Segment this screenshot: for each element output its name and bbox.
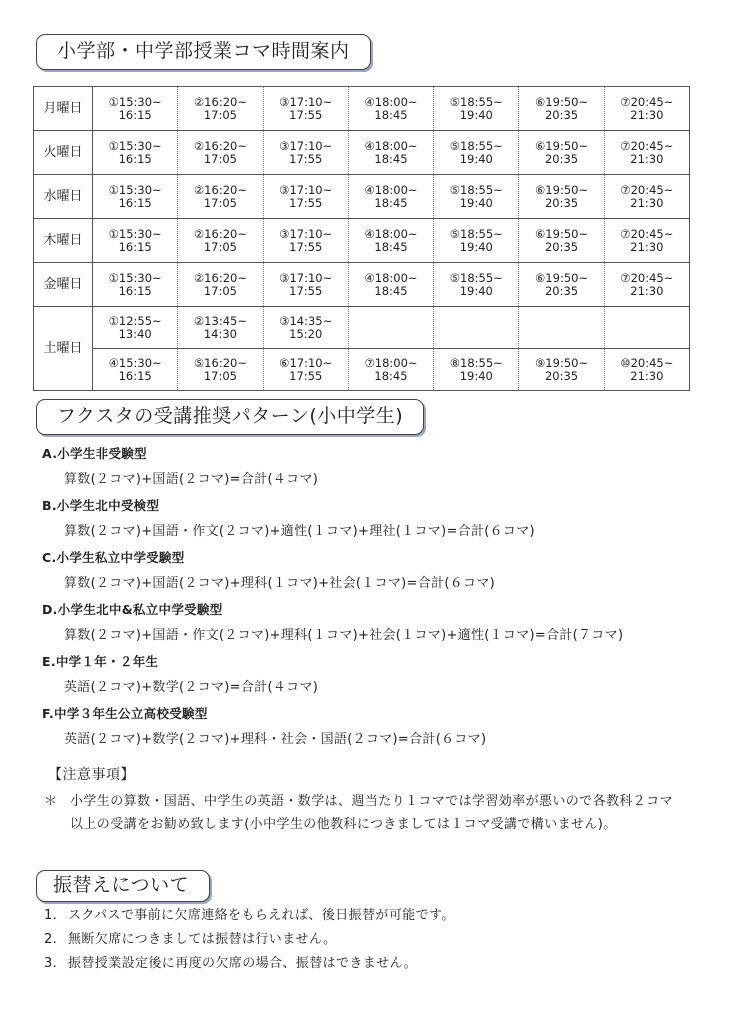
time-slot xyxy=(519,175,604,219)
time-slot xyxy=(263,263,348,307)
list-item xyxy=(44,908,684,932)
slot-start: ⑥17:10~ xyxy=(279,355,333,370)
slot-end: 17:05 xyxy=(203,151,237,166)
schedule-row xyxy=(34,219,690,263)
schedule-row xyxy=(34,175,690,219)
notes-block xyxy=(44,790,684,836)
slot-end: 18:45 xyxy=(374,195,408,210)
time-slot xyxy=(434,219,519,263)
pattern-heading: A.小学生非受験型 xyxy=(42,446,147,461)
slot-start: ③17:10~ xyxy=(279,182,333,197)
slot-end: 16:15 xyxy=(118,195,152,210)
time-slot xyxy=(519,131,604,175)
slot-end: 19:40 xyxy=(459,107,493,122)
slot-start: ①12:55~ xyxy=(108,313,162,328)
schedule-title: 小学部・中学部授業コマ時間案内 xyxy=(36,34,371,70)
slot-start: ⑦20:45~ xyxy=(620,270,674,285)
slot-end: 14:30 xyxy=(203,326,237,341)
notes-text: 小学生の算数・国語、中学生の英語・数学は、週当たり１コマでは学習効率が悪いので各教科２コマ以上の受講をお勧め致します(小中学生の他教科につきましては１コマ受講で構いません)。 xyxy=(70,794,674,832)
time-slot xyxy=(178,307,263,349)
slot-start: ③14:35~ xyxy=(279,313,333,328)
slot-start: ②16:20~ xyxy=(193,270,247,285)
day-label: 月曜日 xyxy=(34,87,93,131)
slot-start: ①15:30~ xyxy=(108,94,162,109)
list-number: 1. xyxy=(44,908,58,923)
time-slot xyxy=(93,263,178,307)
slot-start: ⑦20:45~ xyxy=(620,138,674,153)
slot-end: 20:35 xyxy=(544,107,579,122)
day-label: 水曜日 xyxy=(34,175,93,219)
slot-end: 16:15 xyxy=(118,283,152,298)
slot-start: ⑩20:45~ xyxy=(620,355,674,370)
slot-end: 21:30 xyxy=(630,151,664,166)
time-slot xyxy=(178,349,263,391)
time-slot xyxy=(263,175,348,219)
furikae-title: 振替えについて xyxy=(36,870,210,902)
time-slot xyxy=(434,131,519,175)
pattern-detail: 算数(２コマ)+国語(２コマ)+理科(１コマ)+社会(１コマ)=合計(６コマ) xyxy=(64,576,495,591)
time-slot xyxy=(604,87,689,131)
slot-start: ⑤18:55~ xyxy=(449,270,503,285)
time-slot xyxy=(519,87,604,131)
slot-start: ①15:30~ xyxy=(108,138,162,153)
time-slot xyxy=(93,307,178,349)
slot-end: 17:05 xyxy=(203,239,237,254)
slot-end: 21:30 xyxy=(630,368,664,383)
slot-start: ⑦18:00~ xyxy=(364,355,418,370)
slot-start: ②16:20~ xyxy=(193,226,247,241)
pattern-detail: 算数(２コマ)+国語・作文(２コマ)+適性(１コマ)+理社(１コマ)=合計(６コマ) xyxy=(64,524,535,539)
time-slot xyxy=(519,219,604,263)
slot-start: ①15:30~ xyxy=(108,270,162,285)
slot-start: ④18:00~ xyxy=(364,182,418,197)
pattern-detail: 算数(２コマ)+国語(２コマ)=合計(４コマ) xyxy=(64,472,319,487)
notes-heading: 【注意事項】 xyxy=(48,767,135,783)
slot-start: ④18:00~ xyxy=(364,270,418,285)
pattern-heading: C.小学生私立中学受験型 xyxy=(42,550,185,565)
slot-end: 20:35 xyxy=(544,195,579,210)
pattern-detail: 算数(２コマ)+国語・作文(２コマ)+理科(１コマ)+社会(１コマ)+適性(１コマ)=合計(７コマ) xyxy=(64,628,624,643)
time-slot xyxy=(604,307,689,349)
slot-start: ⑥19:50~ xyxy=(535,138,589,153)
time-slot xyxy=(178,219,263,263)
time-slot xyxy=(434,307,519,349)
pattern-detail: 英語(２コマ)+数学(２コマ)+理科・社会・国語(２コマ)=合計(６コマ) xyxy=(64,732,487,747)
pattern-heading: E.中学１年・２年生 xyxy=(42,654,159,669)
time-slot xyxy=(93,175,178,219)
time-slot xyxy=(604,131,689,175)
pattern-heading: F.中学３年生公立高校受験型 xyxy=(42,706,208,721)
slot-end: 17:05 xyxy=(203,283,237,298)
slot-start: ⑧18:55~ xyxy=(449,355,503,370)
slot-start: ⑤18:55~ xyxy=(449,138,503,153)
time-slot xyxy=(519,263,604,307)
time-slot xyxy=(263,219,348,263)
time-slot xyxy=(604,263,689,307)
list-item xyxy=(44,932,684,956)
slot-end: 17:55 xyxy=(289,368,323,383)
time-slot xyxy=(604,219,689,263)
day-label: 金曜日 xyxy=(34,263,93,307)
slot-end: 21:30 xyxy=(630,239,664,254)
slot-end: 19:40 xyxy=(459,239,493,254)
list-text: 無断欠席につきましては振替は行いません。 xyxy=(68,932,337,947)
day-label: 火曜日 xyxy=(34,131,93,175)
slot-start: ⑥19:50~ xyxy=(535,270,589,285)
slot-start: ④18:00~ xyxy=(364,138,418,153)
slot-end: 16:15 xyxy=(118,368,152,383)
time-slot xyxy=(348,349,433,391)
slot-end: 18:45 xyxy=(374,283,408,298)
slot-end: 17:55 xyxy=(289,151,323,166)
time-slot xyxy=(93,87,178,131)
slot-end: 21:30 xyxy=(630,195,664,210)
slot-end: 15:20 xyxy=(289,326,323,341)
slot-end: 17:05 xyxy=(203,195,237,210)
time-slot xyxy=(178,175,263,219)
slot-end: 16:15 xyxy=(118,151,152,166)
slot-start: ⑤18:55~ xyxy=(449,182,503,197)
slot-end: 17:05 xyxy=(203,368,237,383)
slot-end: 20:35 xyxy=(544,151,579,166)
schedule-row-saturday-1 xyxy=(34,307,690,349)
slot-start: ④18:00~ xyxy=(364,226,418,241)
time-slot xyxy=(348,87,433,131)
schedule-row xyxy=(34,87,690,131)
slot-start: ⑦20:45~ xyxy=(620,226,674,241)
pattern-heading: D.小学生北中&私立中学受験型 xyxy=(42,602,223,617)
pattern-detail: 英語(２コマ)+数学(２コマ)=合計(４コマ) xyxy=(64,680,319,695)
pattern-list xyxy=(42,446,702,758)
slot-start: ⑥19:50~ xyxy=(535,94,589,109)
slot-start: ④18:00~ xyxy=(364,94,418,109)
slot-start: ⑥19:50~ xyxy=(535,226,589,241)
slot-end: 13:40 xyxy=(118,326,152,341)
slot-start: ③17:10~ xyxy=(279,94,333,109)
time-slot xyxy=(178,131,263,175)
time-slot xyxy=(519,349,604,391)
slot-start: ①15:30~ xyxy=(108,182,162,197)
slot-end: 19:40 xyxy=(459,368,493,383)
slot-end: 20:35 xyxy=(544,368,579,383)
time-slot xyxy=(348,175,433,219)
time-slot xyxy=(348,131,433,175)
time-slot xyxy=(348,219,433,263)
list-text: スクパスで事前に欠席連絡をもらえれば、後日振替が可能です。 xyxy=(68,908,455,923)
slot-end: 16:15 xyxy=(118,239,152,254)
slot-end: 17:05 xyxy=(203,107,237,122)
list-number: 3. xyxy=(44,956,58,971)
slot-end: 19:40 xyxy=(459,195,493,210)
slot-start: ⑦20:45~ xyxy=(620,182,674,197)
slot-end: 19:40 xyxy=(459,283,493,298)
time-slot xyxy=(263,349,348,391)
asterisk-icon: ＊ xyxy=(44,794,58,809)
slot-end: 21:30 xyxy=(630,283,664,298)
time-slot xyxy=(604,349,689,391)
slot-start: ⑤18:55~ xyxy=(449,94,503,109)
time-slot xyxy=(604,175,689,219)
list-text: 振替授業設定後に再度の欠席の場合、振替はできません。 xyxy=(68,956,418,971)
time-slot xyxy=(434,87,519,131)
time-slot xyxy=(434,175,519,219)
slot-start: ④15:30~ xyxy=(108,355,162,370)
list-number: 2. xyxy=(44,932,58,947)
slot-start: ③17:10~ xyxy=(279,226,333,241)
slot-start: ①15:30~ xyxy=(108,226,162,241)
time-slot xyxy=(348,307,433,349)
time-slot xyxy=(348,263,433,307)
slot-end: 17:55 xyxy=(289,239,323,254)
schedule-row xyxy=(34,131,690,175)
patterns-title: フクスタの受講推奨パターン(小中学生) xyxy=(36,399,424,435)
time-slot xyxy=(263,307,348,349)
slot-start: ②16:20~ xyxy=(193,138,247,153)
time-slot xyxy=(263,87,348,131)
slot-start: ⑨19:50~ xyxy=(535,355,589,370)
list-item xyxy=(44,956,684,980)
time-slot xyxy=(519,307,604,349)
time-slot xyxy=(93,349,178,391)
schedule-table xyxy=(33,86,690,391)
schedule-row-saturday-2 xyxy=(34,349,690,391)
time-slot xyxy=(93,219,178,263)
furikae-list xyxy=(44,908,684,980)
slot-start: ⑤18:55~ xyxy=(449,226,503,241)
slot-end: 18:45 xyxy=(374,151,408,166)
time-slot xyxy=(434,349,519,391)
slot-end: 20:35 xyxy=(544,283,579,298)
slot-start: ②16:20~ xyxy=(193,182,247,197)
slot-end: 18:45 xyxy=(374,107,408,122)
slot-end: 18:45 xyxy=(374,239,408,254)
slot-start: ③17:10~ xyxy=(279,138,333,153)
pattern-heading: B.小学生北中受検型 xyxy=(42,498,160,513)
slot-start: ②13:45~ xyxy=(193,313,247,328)
slot-start: ⑦20:45~ xyxy=(620,94,674,109)
slot-end: 19:40 xyxy=(459,151,493,166)
schedule-row xyxy=(34,263,690,307)
time-slot xyxy=(263,131,348,175)
slot-end: 18:45 xyxy=(374,368,408,383)
slot-end: 21:30 xyxy=(630,107,664,122)
slot-end: 20:35 xyxy=(544,239,579,254)
time-slot xyxy=(178,263,263,307)
slot-start: ⑥19:50~ xyxy=(535,182,589,197)
slot-start: ③17:10~ xyxy=(279,270,333,285)
time-slot xyxy=(178,87,263,131)
time-slot xyxy=(93,131,178,175)
slot-start: ⑤16:20~ xyxy=(193,355,247,370)
day-label: 土曜日 xyxy=(34,307,93,391)
slot-end: 16:15 xyxy=(118,107,152,122)
slot-end: 17:55 xyxy=(289,107,323,122)
slot-start: ②16:20~ xyxy=(193,94,247,109)
slot-end: 17:55 xyxy=(289,283,323,298)
time-slot xyxy=(434,263,519,307)
slot-end: 17:55 xyxy=(289,195,323,210)
day-label: 木曜日 xyxy=(34,219,93,263)
